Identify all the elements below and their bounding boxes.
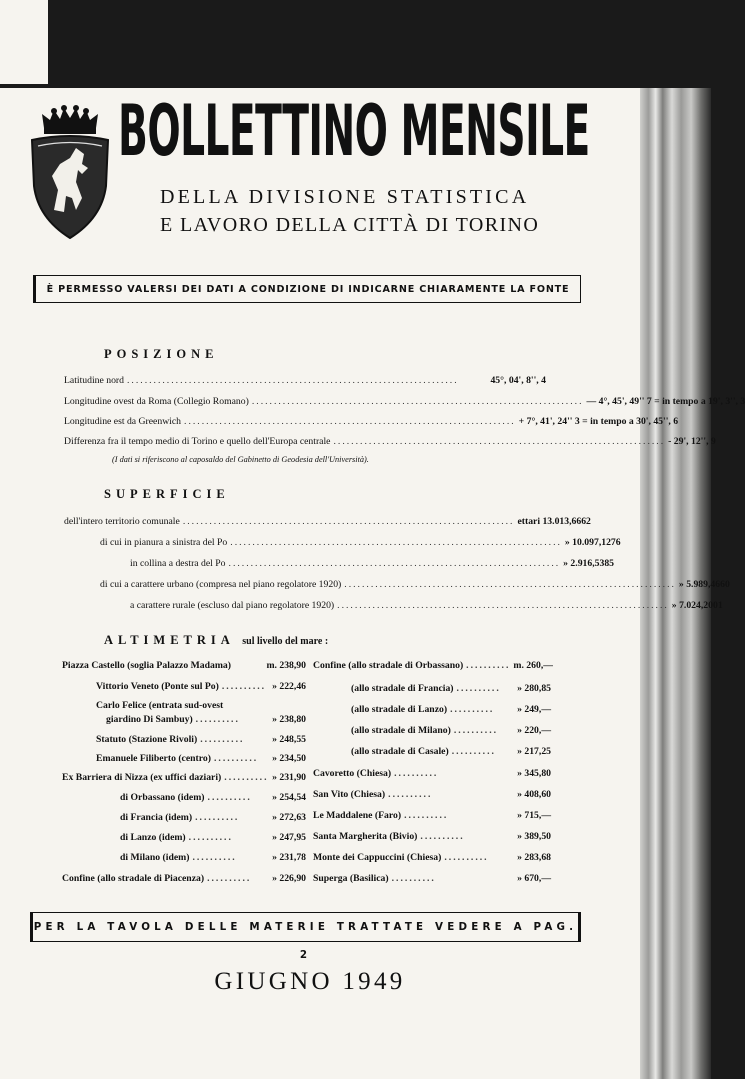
row-label: di Milano (idem)	[120, 852, 190, 863]
row-label: in collina a destra del Po	[130, 558, 226, 569]
altimetria-left-row	[96, 681, 306, 692]
row-label: Le Maddalene (Faro)	[313, 810, 402, 821]
row-label: di Francia (idem)	[120, 812, 193, 823]
row-value: » 248,55	[272, 734, 306, 745]
altimetria-suffix: sul livello del mare :	[242, 636, 329, 647]
leader-dots: ..........	[192, 852, 237, 863]
leader-dots: ..........	[450, 704, 495, 715]
superficie-row	[100, 537, 621, 548]
row-label: a carattere rurale (escluso dal piano regolatore 1920)	[130, 600, 335, 611]
altimetria-left-row	[62, 873, 306, 884]
row-label: Carlo Felice (entrata sud-ovest	[96, 700, 224, 711]
row-value: » 283,68	[517, 852, 551, 863]
altimetria-right-row	[313, 873, 551, 884]
leader-dots: ...........................................................................	[344, 579, 676, 590]
row-value: » 389,50	[517, 831, 551, 842]
row-label: Latitudine nord	[64, 375, 124, 386]
leader-dots: ..........	[453, 725, 499, 736]
source-notice: È PERMESSO VALERSI DEI DATI A CONDIZIONE DI INDICARNE CHIARAMENTE LA FONTE	[33, 275, 581, 303]
row-value: » 7.024,2001	[671, 600, 723, 611]
altimetria-right-row	[313, 831, 551, 842]
row-value: » 234,50	[272, 753, 306, 764]
row-value: » 10.097,1276	[564, 537, 621, 548]
row-label: (allo stradale di Francia)	[351, 683, 454, 694]
altimetria-left-row	[120, 832, 306, 843]
row-value: » 254,54	[272, 792, 306, 803]
row-label: di Orbassano (idem)	[120, 792, 205, 803]
posizione-row	[64, 375, 546, 386]
row-value: » 238,80	[272, 714, 306, 725]
altimetria-right-row	[351, 746, 551, 757]
row-value: ettari 13.013,6662	[517, 516, 591, 527]
row-label: Vittorio Veneto (Ponte sul Po)	[96, 681, 219, 692]
subtitle-line-1: DELLA DIVISIONE STATISTICA	[160, 186, 530, 208]
leader-dots: ..........	[195, 812, 240, 823]
leader-dots: ..........	[221, 681, 267, 692]
page-corner	[0, 0, 48, 84]
posizione-row	[64, 396, 745, 407]
leader-dots: ..........	[451, 746, 496, 757]
row-value: m. 260,—	[513, 660, 553, 671]
altimetria-left-row	[96, 753, 306, 764]
row-value: » 222,46	[272, 681, 306, 692]
row-value: m. 238,90	[266, 660, 306, 671]
row-value: » 217,25	[517, 746, 551, 757]
leader-dots: ...........................................................................	[230, 537, 562, 548]
altimetria-right-row	[351, 725, 551, 736]
turin-coat-of-arms-icon	[30, 106, 110, 242]
leader-dots: ..........	[404, 810, 449, 821]
leader-dots: ..........	[420, 831, 465, 842]
row-value: » 2.916,5385	[563, 558, 615, 569]
row-label: (allo stradale di Casale)	[351, 746, 449, 757]
leader-dots: ...........................................................................	[127, 375, 459, 386]
leader-dots: ..........	[195, 714, 240, 725]
table-of-contents-notice: PER LA TAVOLA DELLE MATERIE TRATTATE VEDERE A PAG. 2	[30, 912, 581, 942]
leader-dots: ...........................................................................	[251, 396, 584, 407]
altimetria-left-row	[96, 700, 306, 711]
row-value: » 345,80	[517, 768, 551, 779]
row-label: Confine (allo stradale di Piacenza)	[62, 873, 205, 884]
row-value: » 249,—	[517, 704, 551, 715]
row-label: Confine (allo stradale di Orbassano)	[313, 660, 464, 671]
leader-dots: ..........	[188, 832, 233, 843]
altimetria-left-row	[96, 734, 306, 745]
row-value: » 5.989,4660	[678, 579, 730, 590]
altimetria-right-row	[313, 789, 551, 800]
altimetria-title: ALTIMETRIA	[104, 633, 235, 647]
row-label: giardino Di Sambuy)	[106, 714, 193, 725]
posizione-row	[64, 436, 716, 447]
altimetria-right-row	[351, 683, 551, 694]
leader-dots: ..........	[391, 873, 436, 884]
altimetria-left-row	[62, 660, 306, 671]
heading-superficie: SUPERFICIE	[104, 487, 230, 501]
row-label: Santa Margherita (Bivio)	[313, 831, 418, 842]
leader-dots: ..........	[466, 660, 511, 671]
leader-dots: ...........................................................................	[337, 600, 669, 611]
subtitle-line-2: E LAVORO DELLA CITTÀ DI TORINO	[160, 214, 540, 236]
row-value: » 247,95	[272, 832, 306, 843]
row-value: » 408,60	[517, 789, 551, 800]
row-label: Ex Barriera di Nizza (ex uffici daziari)	[62, 772, 222, 783]
heading-posizione: POSIZIONE	[104, 347, 219, 361]
row-value: » 231,90	[272, 772, 306, 783]
row-label: dell'intero territorio comunale	[64, 516, 180, 527]
row-value: 45°, 04', 8'', 4	[490, 375, 546, 386]
leader-dots: ...........................................................................	[228, 558, 561, 569]
altimetria-left-row	[120, 852, 306, 863]
row-value: + 7°, 41', 24'' 3 = in tempo a 30', 45'', 6	[518, 416, 679, 427]
row-value: » 670,—	[517, 873, 551, 884]
row-label: Superga (Basilica)	[313, 873, 389, 884]
heading-altimetria	[104, 633, 328, 648]
row-label: di cui in pianura a sinistra del Po	[100, 537, 228, 548]
leader-dots: ...........................................................................	[184, 416, 516, 427]
altimetria-right-row	[351, 704, 551, 715]
row-value: » 280,85	[517, 683, 551, 694]
posizione-note: (I dati si riferiscono al caposaldo del Gabinetto di Geodesia dell'Università).	[112, 455, 369, 464]
row-value: » 220,—	[517, 725, 551, 736]
row-value: » 226,90	[272, 873, 306, 884]
leader-dots: ..........	[200, 734, 245, 745]
altimetria-right-row	[313, 660, 551, 671]
row-label: Longitudine est da Greenwich	[64, 416, 182, 427]
masthead-title: BOLLETTINO MENSILE	[118, 90, 590, 172]
leader-dots: ..........	[207, 792, 252, 803]
row-label: Differenza fra il tempo medio di Torino e quello dell'Europa centrale	[64, 436, 331, 447]
row-label: (allo stradale di Lanzo)	[351, 704, 448, 715]
altimetria-left-row	[120, 812, 306, 823]
leader-dots: ..........	[444, 852, 489, 863]
row-label: (allo stradale di Milano)	[351, 725, 451, 736]
row-value: » 272,63	[272, 812, 306, 823]
altimetria-left-row	[106, 714, 306, 725]
leader-dots: ..........	[394, 768, 439, 779]
altimetria-right-row	[313, 768, 551, 779]
leader-dots: ..........	[224, 772, 269, 783]
altimetria-left-row	[120, 792, 306, 803]
row-label: Monte dei Cappuccini (Chiesa)	[313, 852, 442, 863]
row-label: Cavoretto (Chiesa)	[313, 768, 392, 779]
row-label: di Lanzo (idem)	[120, 832, 186, 843]
row-label: Statuto (Stazione Rivoli)	[96, 734, 198, 745]
leader-dots: ..........	[456, 683, 501, 694]
row-value: — 4°, 45', 49'' 7 = in tempo a 19', 3'', 3	[586, 396, 745, 407]
leader-dots: ...........................................................................	[182, 516, 515, 527]
altimetria-right-row	[313, 810, 551, 821]
leader-dots: ..........	[213, 753, 259, 764]
superficie-row	[100, 579, 730, 590]
row-value: - 29', 12'', 9	[668, 436, 716, 447]
row-value: » 715,—	[517, 810, 551, 821]
leader-dots: ..........	[207, 873, 252, 884]
leader-dots: ..........	[388, 789, 433, 800]
superficie-row	[130, 600, 723, 611]
row-label: San Vito (Chiesa)	[313, 789, 386, 800]
issue-date: GIUGNO 1949	[214, 968, 406, 995]
superficie-row	[64, 516, 591, 527]
row-value: » 231,78	[272, 852, 306, 863]
altimetria-right-row	[313, 852, 551, 863]
posizione-row	[64, 416, 679, 427]
altimetria-left-row	[62, 772, 306, 783]
superficie-row	[130, 558, 615, 569]
row-label: di cui a carattere urbano (compresa nel piano regolatore 1920)	[100, 579, 342, 590]
row-label: Piazza Castello (soglia Palazzo Madama)	[62, 660, 231, 671]
leader-dots: ...........................................................................	[333, 436, 666, 447]
row-label: Longitudine ovest da Roma (Collegio Romano)	[64, 396, 249, 407]
row-label: Emanuele Filiberto (centro)	[96, 753, 211, 764]
